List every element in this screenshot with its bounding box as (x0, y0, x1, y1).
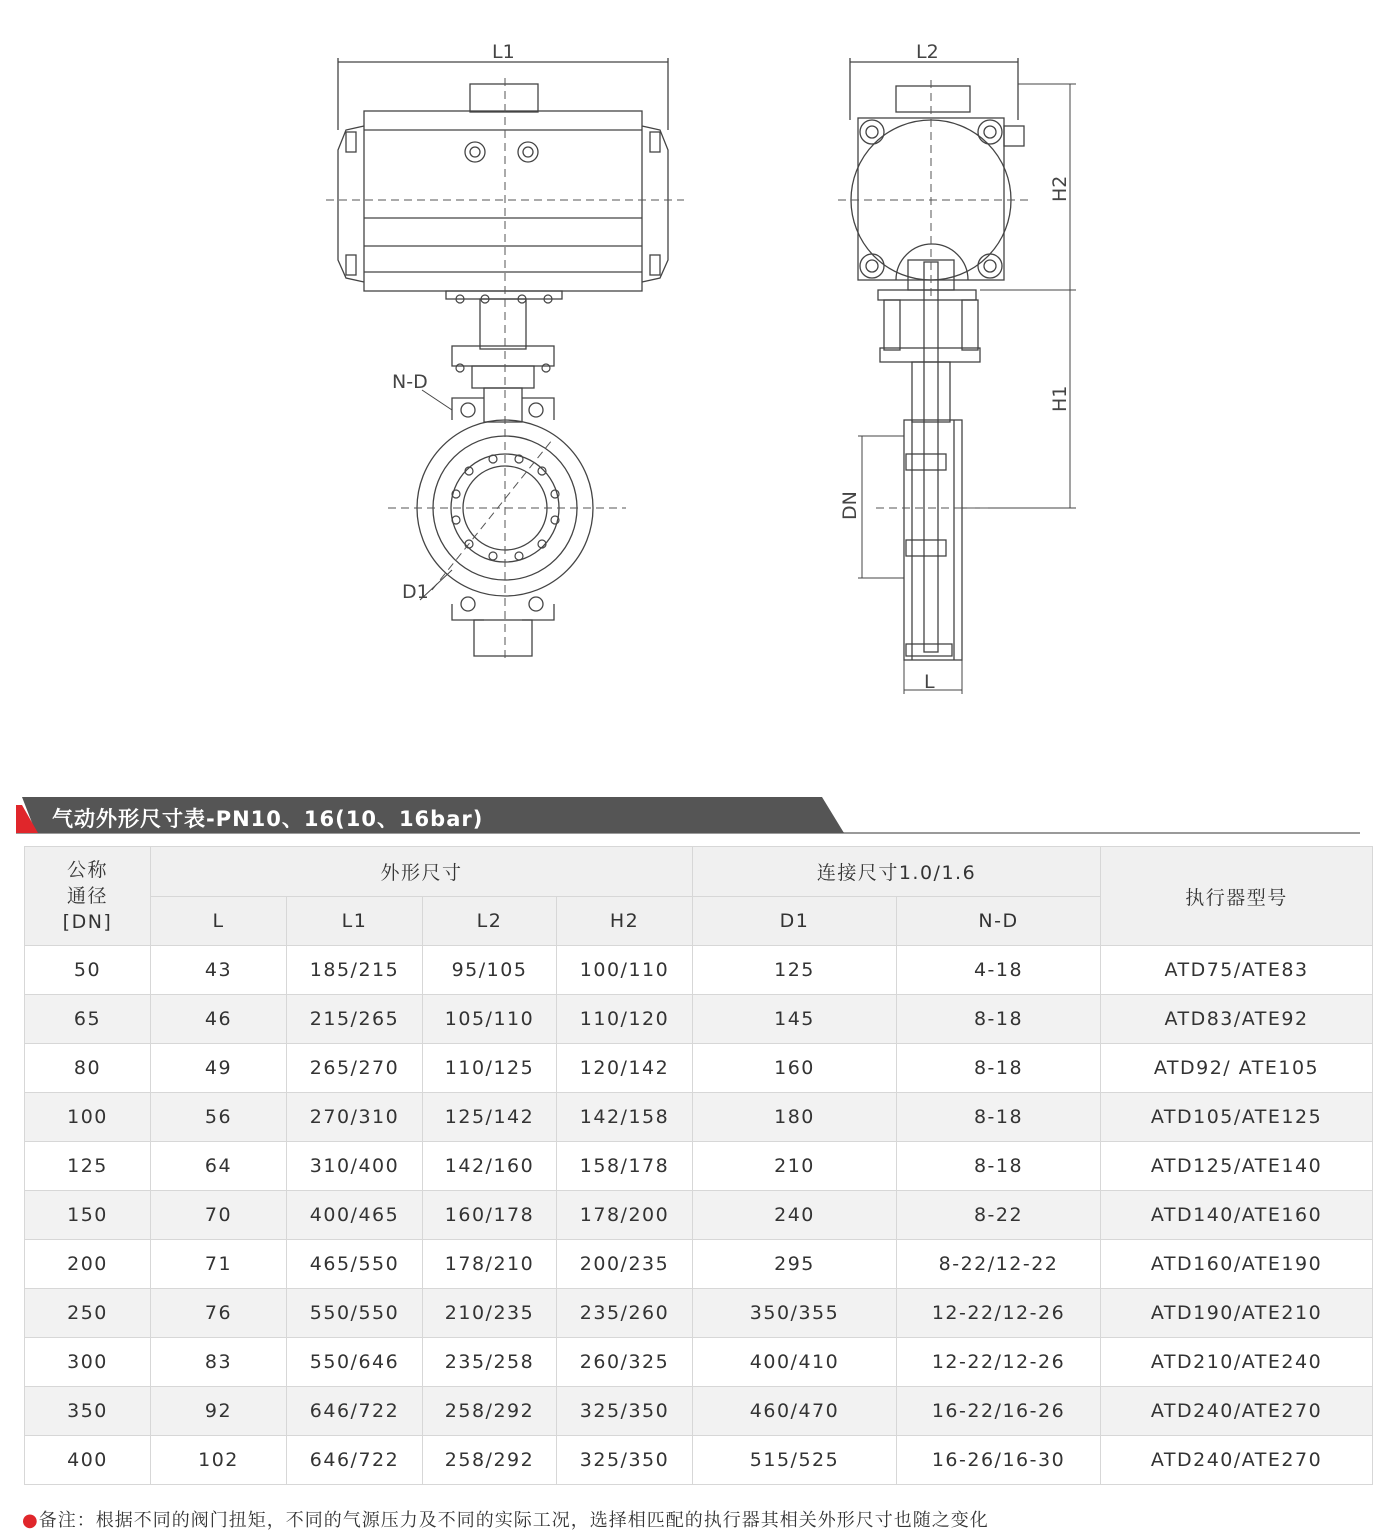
cell-d1: 145 (693, 995, 897, 1044)
cell-nd: 8-18 (897, 1142, 1101, 1191)
cell-h2: 100/110 (557, 946, 693, 995)
cell-nd: 16-22/16-26 (897, 1387, 1101, 1436)
cell-l2: 110/125 (423, 1044, 557, 1093)
cell-l2: 258/292 (423, 1436, 557, 1485)
cell-dn: 350 (25, 1387, 151, 1436)
cell-nd: 8-22 (897, 1191, 1101, 1240)
cell-l2: 178/210 (423, 1240, 557, 1289)
cell-l: 102 (151, 1436, 287, 1485)
cell-d1: 515/525 (693, 1436, 897, 1485)
cell-nd: 8-18 (897, 995, 1101, 1044)
cell-l1: 270/310 (287, 1093, 423, 1142)
cell-l1: 185/215 (287, 946, 423, 995)
cell-d1: 210 (693, 1142, 897, 1191)
cell-actuator: ATD160/ATE190 (1101, 1240, 1373, 1289)
spec-table (24, 846, 1373, 1485)
cell-actuator: ATD105/ATE125 (1101, 1093, 1373, 1142)
cell-dn: 50 (25, 946, 151, 995)
cell-l: 56 (151, 1093, 287, 1142)
cell-l1: 310/400 (287, 1142, 423, 1191)
cell-h2: 142/158 (557, 1093, 693, 1142)
cell-nd: 4-18 (897, 946, 1101, 995)
cell-dn: 100 (25, 1093, 151, 1142)
table-row (25, 1142, 1373, 1191)
cell-h2: 178/200 (557, 1191, 693, 1240)
cell-l: 70 (151, 1191, 287, 1240)
front-view-leaders (420, 390, 452, 600)
cell-l1: 215/265 (287, 995, 423, 1044)
cell-dn: 125 (25, 1142, 151, 1191)
subheader-h2: H2 (557, 897, 693, 946)
cell-actuator: ATD240/ATE270 (1101, 1436, 1373, 1485)
header-dn (25, 847, 151, 946)
cell-l2: 210/235 (423, 1289, 557, 1338)
front-view-centerlines (326, 78, 684, 660)
footnote-text: 备注：根据不同的阀门扭矩，不同的气源压力及不同的实际工况，选择相匹配的执行器其相关外形尺寸也随之变化 (38, 1510, 989, 1531)
label-h2: H2 (1049, 175, 1071, 202)
table-row (25, 1191, 1373, 1240)
cell-l2: 142/160 (423, 1142, 557, 1191)
cell-l2: 95/105 (423, 946, 557, 995)
cell-l: 49 (151, 1044, 287, 1093)
label-d1: D1 (402, 581, 429, 603)
label-l1: L1 (492, 41, 515, 63)
cell-h2: 325/350 (557, 1436, 693, 1485)
cell-l: 71 (151, 1240, 287, 1289)
subheader-d1: D1 (693, 897, 897, 946)
side-view-centerlines (838, 80, 1030, 508)
cell-nd: 8-18 (897, 1044, 1101, 1093)
header-outline: 外形尺寸 (151, 847, 693, 897)
cell-d1: 350/355 (693, 1289, 897, 1338)
cell-dn: 150 (25, 1191, 151, 1240)
cell-d1: 295 (693, 1240, 897, 1289)
table-body (25, 946, 1373, 1485)
cell-dn: 65 (25, 995, 151, 1044)
cell-actuator: ATD92/ ATE105 (1101, 1044, 1373, 1093)
cell-l1: 646/722 (287, 1387, 423, 1436)
header-dn-text: 公称 通径 [DN] (62, 859, 113, 933)
cell-l: 64 (151, 1142, 287, 1191)
cell-nd: 8-18 (897, 1093, 1101, 1142)
cell-dn: 250 (25, 1289, 151, 1338)
cell-l1: 265/270 (287, 1044, 423, 1093)
header-actuator: 执行器型号 (1101, 847, 1373, 946)
cell-h2: 158/178 (557, 1142, 693, 1191)
cell-l: 43 (151, 946, 287, 995)
cell-actuator: ATD125/ATE140 (1101, 1142, 1373, 1191)
cell-actuator: ATD75/ATE83 (1101, 946, 1373, 995)
cell-l1: 550/646 (287, 1338, 423, 1387)
cell-nd: 12-22/12-26 (897, 1338, 1101, 1387)
cell-l1: 400/465 (287, 1191, 423, 1240)
cell-l2: 125/142 (423, 1093, 557, 1142)
footnote (22, 1506, 989, 1532)
side-view (850, 58, 1024, 660)
cell-actuator: ATD83/ATE92 (1101, 995, 1373, 1044)
cell-actuator: ATD140/ATE160 (1101, 1191, 1373, 1240)
cell-l2: 160/178 (423, 1191, 557, 1240)
front-view (338, 58, 668, 656)
cell-h2: 200/235 (557, 1240, 693, 1289)
subheader-nd: N-D (897, 897, 1101, 946)
side-view-dimensions (858, 84, 1076, 694)
cell-actuator: ATD240/ATE270 (1101, 1387, 1373, 1436)
cell-l: 46 (151, 995, 287, 1044)
table-row (25, 995, 1373, 1044)
cell-l2: 235/258 (423, 1338, 557, 1387)
footnote-bullet: ● (22, 1510, 39, 1531)
cell-d1: 160 (693, 1044, 897, 1093)
cell-h2: 325/350 (557, 1387, 693, 1436)
label-l2: L2 (916, 41, 939, 63)
table-row (25, 1240, 1373, 1289)
cell-nd: 12-22/12-26 (897, 1289, 1101, 1338)
cell-d1: 460/470 (693, 1387, 897, 1436)
cell-l2: 105/110 (423, 995, 557, 1044)
table-row (25, 1387, 1373, 1436)
cell-l1: 646/722 (287, 1436, 423, 1485)
cell-h2: 120/142 (557, 1044, 693, 1093)
label-nd: N-D (392, 371, 428, 393)
table-row (25, 1093, 1373, 1142)
technical-drawing (0, 0, 1390, 760)
cell-nd: 8-22/12-22 (897, 1240, 1101, 1289)
cell-l1: 550/550 (287, 1289, 423, 1338)
table-row (25, 1289, 1373, 1338)
cell-actuator: ATD210/ATE240 (1101, 1338, 1373, 1387)
table-row (25, 1338, 1373, 1387)
label-dn: DN (839, 491, 861, 520)
cell-l: 92 (151, 1387, 287, 1436)
cell-dn: 300 (25, 1338, 151, 1387)
cell-l1: 465/550 (287, 1240, 423, 1289)
cell-h2: 110/120 (557, 995, 693, 1044)
cell-nd: 16-26/16-30 (897, 1436, 1101, 1485)
cell-dn: 200 (25, 1240, 151, 1289)
header-connection: 连接尺寸1.0/1.6 (693, 847, 1101, 897)
cell-dn: 80 (25, 1044, 151, 1093)
table-header-row (25, 847, 1373, 897)
cell-d1: 240 (693, 1191, 897, 1240)
cell-l: 83 (151, 1338, 287, 1387)
cell-l2: 258/292 (423, 1387, 557, 1436)
label-l: L (924, 671, 935, 693)
subheader-l: L (151, 897, 287, 946)
table-row (25, 1436, 1373, 1485)
cell-actuator: ATD190/ATE210 (1101, 1289, 1373, 1338)
section-title: 气动外形尺寸表-PN10、16(10、16bar) (52, 807, 484, 831)
cell-dn: 400 (25, 1436, 151, 1485)
subheader-l1: L1 (287, 897, 423, 946)
cell-l: 76 (151, 1289, 287, 1338)
cell-d1: 400/410 (693, 1338, 897, 1387)
cell-h2: 260/325 (557, 1338, 693, 1387)
cell-h2: 235/260 (557, 1289, 693, 1338)
table-row (25, 1044, 1373, 1093)
cell-d1: 125 (693, 946, 897, 995)
table-row (25, 946, 1373, 995)
subheader-l2: L2 (423, 897, 557, 946)
cell-d1: 180 (693, 1093, 897, 1142)
label-h1: H1 (1049, 385, 1071, 412)
